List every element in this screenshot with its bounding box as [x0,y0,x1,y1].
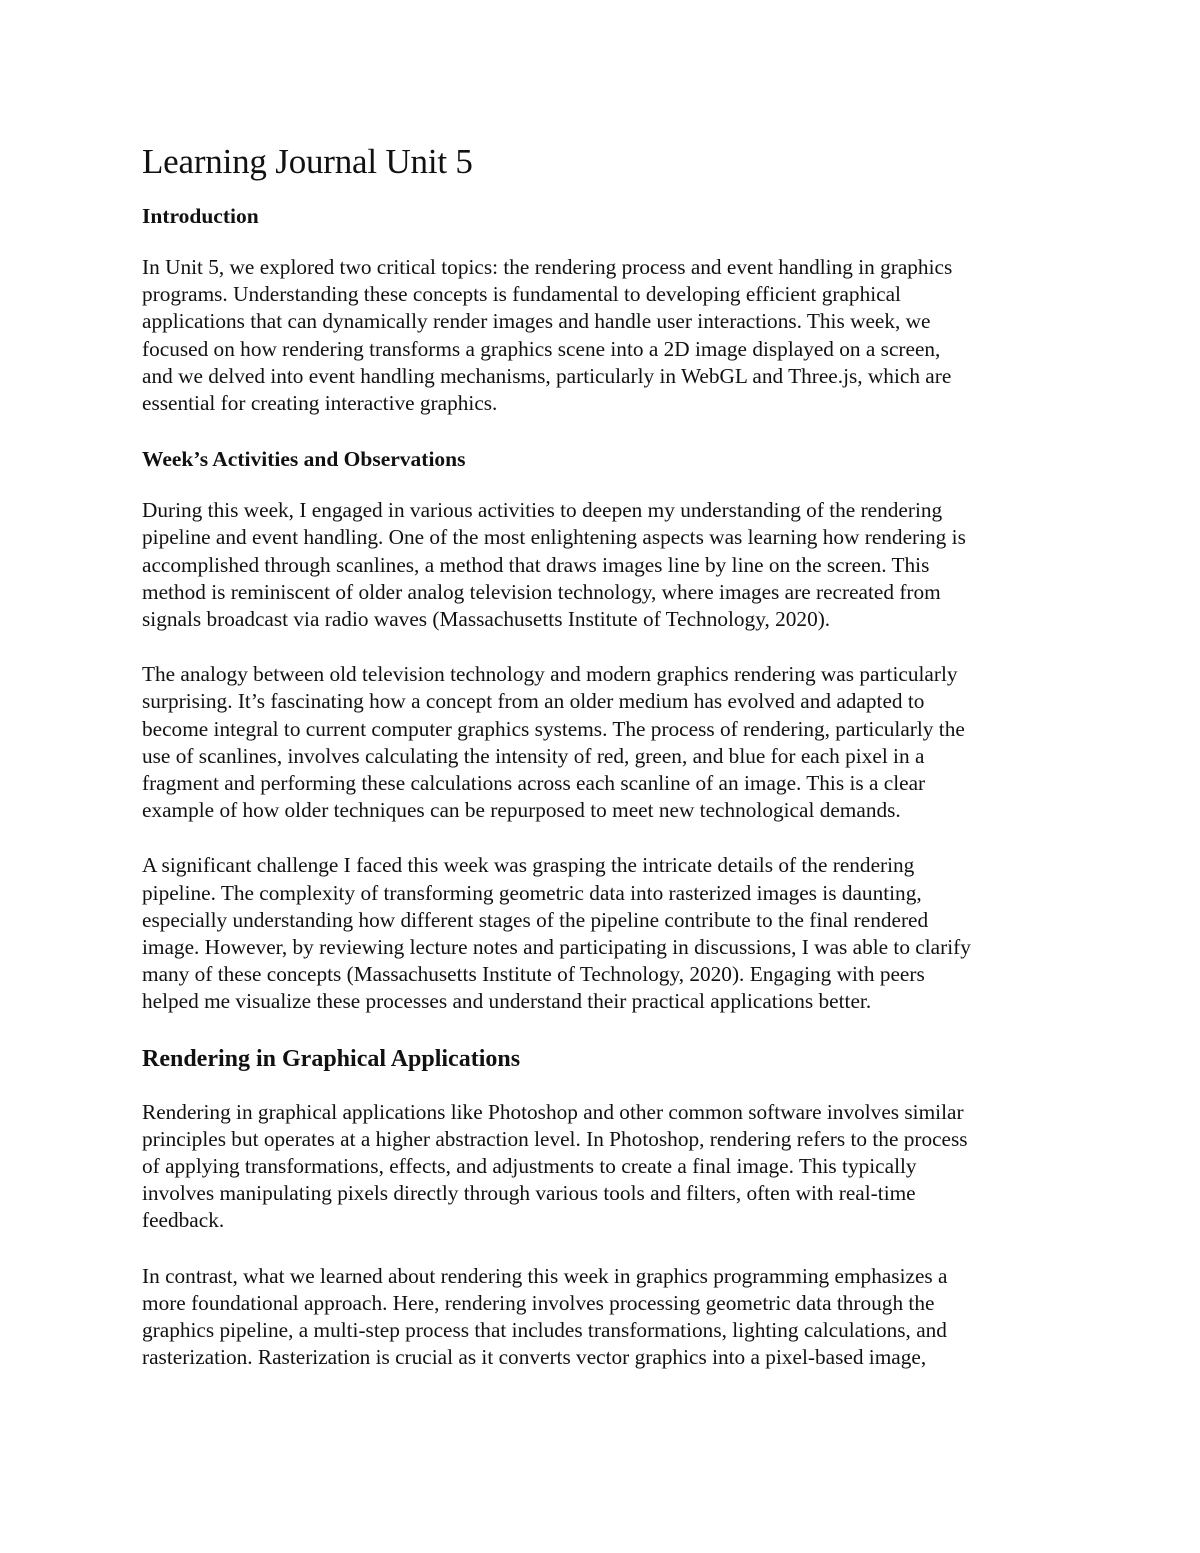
text-line: helped me visualize these processes and understand their practical applications better. [142,989,872,1014]
text-line: During this week, I engaged in various activities to deepen my understanding of the rendering [142,498,943,523]
activities-paragraph-3 [142,852,1072,1015]
text-line: example of how older techniques can be repurposed to meet new technological demands. [142,798,901,823]
text-line: and we delved into event handling mechanisms, particularly in WebGL and Three.js, which are [142,363,952,388]
text-line: surprising. It’s fascinating how a concept from an older medium has evolved and adapted to [142,689,925,714]
activities-paragraph-1 [142,497,1072,633]
text-line: signals broadcast via radio waves (Massachusetts Institute of Technology, 2020). [142,607,831,632]
text-line: especially understanding how different stages of the pipeline contribute to the final rendered [142,907,929,932]
text-line: programs. Understanding these concepts is fundamental to developing efficient graphical [142,282,901,307]
text-line: principles but operates at a higher abstraction level. In Photoshop, rendering refers to the process [142,1126,968,1151]
text-line: The analogy between old television technology and modern graphics rendering was particularly [142,662,958,687]
text-line: essential for creating interactive graphics. [142,391,498,416]
text-line: rasterization. Rasterization is crucial as it converts vector graphics into a pixel-based image, [142,1345,927,1370]
text-line: pipeline. The complexity of transforming geometric data into rasterized images is daunting, [142,880,922,905]
text-line: involves manipulating pixels directly through various tools and filters, often with real-time [142,1181,916,1206]
document-title: Learning Journal Unit 5 [142,142,473,181]
text-line: applications that can dynamically render images and handle user interactions. This week, we [142,309,931,334]
text-line: image. However, by reviewing lecture notes and participating in discussions, I was able to clarify [142,935,971,960]
text-line: method is reminiscent of older analog television technology, where images are recreated from [142,579,941,604]
text-line: graphics pipeline, a multi-step process that includes transformations, lighting calculations, and [142,1318,947,1343]
text-line: feedback. [142,1208,225,1233]
section-heading-rendering: Rendering in Graphical Applications [142,1045,521,1072]
text-line: A significant challenge I faced this week was grasping the intricate details of the rendering [142,853,915,878]
text-line: In Unit 5, we explored two critical topics: the rendering process and event handling in graphics [142,255,953,279]
text-line: become integral to current computer graphics systems. The process of rendering, particularly the [142,716,965,741]
section-heading-weeks-activities: Week’s Activities and Observations [142,447,466,472]
text-line: fragment and performing these calculations across each scanline of an image. This is a clear [142,771,926,796]
text-line: many of these concepts (Massachusetts Institute of Technology, 2020). Engaging with peers [142,962,925,987]
text-line: pipeline and event handling. One of the most enlightening aspects was learning how rendering is [142,525,966,550]
rendering-paragraph-1 [142,1099,1072,1235]
document-page [142,140,1072,1400]
text-line: more foundational approach. Here, rendering involves processing geometric data through the [142,1290,935,1315]
activities-paragraph-2 [142,661,1072,824]
section-heading-introduction: Introduction [142,204,259,228]
text-line: of applying transformations, effects, and adjustments to create a final image. This typically [142,1154,917,1179]
text-line: Rendering in graphical applications like Photoshop and other common software involves similar [142,1099,964,1124]
text-line: use of scanlines, involves calculating the intensity of red, green, and blue for each pixel in a [142,743,925,768]
introduction-paragraph [142,254,1072,417]
text-line: accomplished through scanlines, a method that draws images line by line on the screen. This [142,552,930,577]
text-line: focused on how rendering transforms a graphics scene into a 2D image displayed on a screen, [142,336,941,361]
text-line: In contrast, what we learned about rendering this week in graphics programming emphasizes a [142,1263,948,1288]
rendering-paragraph-2 [142,1263,1072,1372]
